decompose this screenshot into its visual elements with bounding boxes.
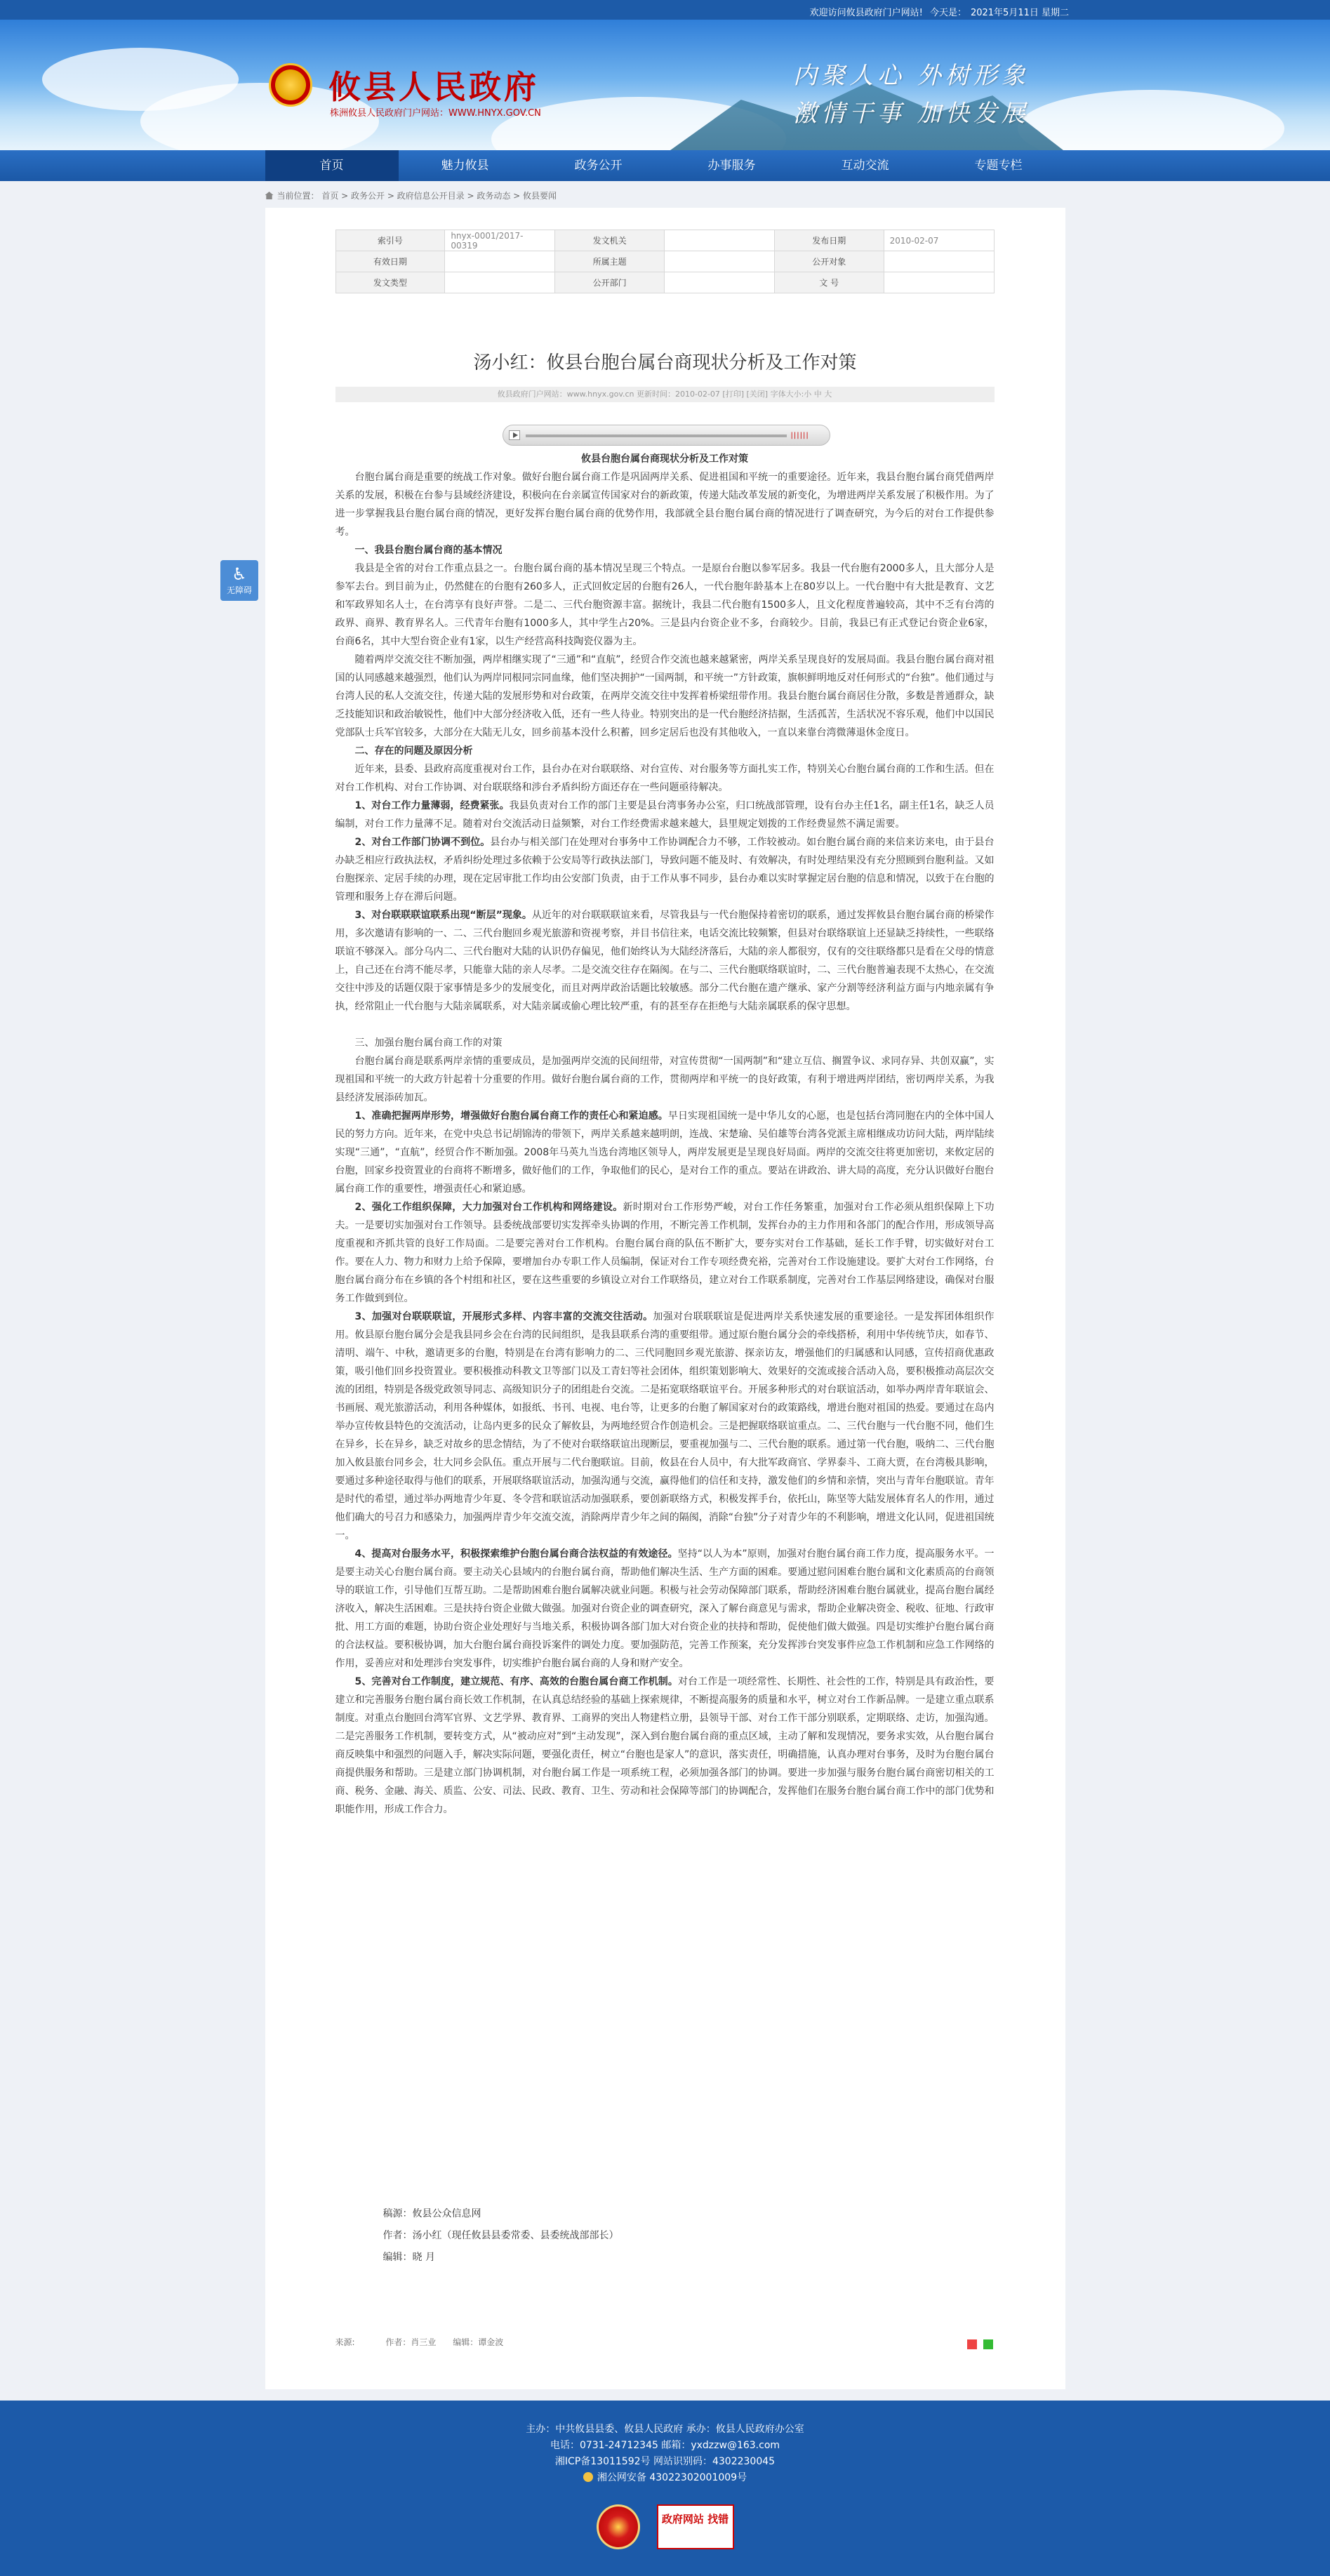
nav-home[interactable]: 首页 (265, 150, 399, 181)
nav-gov-affairs[interactable]: 政务公开 (574, 159, 623, 173)
meta-value (665, 272, 775, 293)
article-paragraph (335, 833, 995, 906)
paragraph-text: 加强对台联联联谊是促进两岸关系快速发展的重要途径。一是发挥团体组织作用。攸县原台胞台属分会是我县同乡会在台湾的民间组织，是我县联系台湾的重要组带。通过原台胞台属分会的牵线搭桥，利用中华传统节庆，如春节、清明、端午、中秋，邀请更多的台胞，特别是在台湾有影响力的二、三代同胞回乡观光旅游、探亲访友，增强他们的归属感和认同感，宣传招商优惠政策，吸引他们回乡投资置业。要积极推动科教文卫等部门以及工青妇等社会团体，组织策划影响大、效果好的交流或接合活动入岛，要积极推动高层次交流的团组，特别是各级党政领导同志、高级知识分子的团组赴台交流。二是拓宽联络联谊平台。开展多种形式的对台联谊活动，如举办两岸青年联谊会、书画展、观光旅游活动，利用各种媒体，如报纸、书刊、电视、电台等，让更多的台胞了解国家对台的政策路线，增进台胞对祖国的热爱。要通过在岛内举办宣传攸县特色的交流活动，让岛内更多的民众了解攸县，为两地经贸合作创造机会。三是把握联络联谊重点。二、三代台胞与一代台胞不同，他们生在异乡，长在异乡，缺乏对故乡的思念情结，为了不使对台联络联谊出现断层，要重视加强与二、三代台胞的联系。通过第一代台胞，吸纳二、三代台胞加入攸县旅台同乡会，壮大同乡会队伍。重点开展与二代台胞联谊。目前，攸县在台人员中，有大批军政商官、学界泰斗、工商大贾，在台湾极具影响，要通过多种途径取得与他们的联系，开展联络联谊活动，加强沟通与交流，赢得他们的信任和支持，激发他们的乡情和亲情，突出与青年台胞联谊。青年是时代的希望，通过举办两地青少年夏、冬令营和联谊活动加强联系，要创新联络方式，积极发挥手台，依托山，陈坚等大陆发展体育名人的作用，通过他们确大的号召力和感染力，加强两岸青少年交流交流，消除两岸青少年之间的隔阂，消除“台独”分子对青少年的不利影响，增进文化认同，促进祖国统一。 (335, 1311, 995, 1541)
nav-services[interactable]: 办事服务 (707, 159, 756, 173)
paragraph-subheading: 对台工作部门协调不到位。 (371, 837, 491, 848)
editor-label: 编辑：谭金波 (453, 2337, 504, 2347)
accessibility-button[interactable] (220, 560, 258, 601)
meta-value (445, 251, 555, 272)
breadcrumb (265, 181, 1065, 208)
paragraph-subheading: 完善对台工作制度，建立规范、有序、高效的台胞台属台商工作机制。 (371, 1676, 678, 1687)
article-paragraph: 我县是全省的对台工作重点县之一。台胞台属台商的基本情况呈现三个特点。一是原台台胞以参军居多。我县一代台胞有2000多人，且大部分人是参军去台。到目前为止，仍然健在的台胞有260多人，正式回攸定居的台胞有26人，一代台胞年龄基本上在80岁以上。一代台胞中有大批是教育、文艺和军政界知名人士，在台湾享有良好声誉。二是二、三代台胞资源丰富。据统计，我县二代台胞有1500多人，且文化程度普遍较高，其中不乏有台湾的政界、商界、教育界名人。三代青年台胞有1000多人，其中学生占20%。三是县内台资企业不多，台商较少。目前，我县已有正式登记台资企业6家，台商6名，其中大型台资企业有1家，以生产经营高科技陶瓷仪器为主。 (335, 563, 995, 647)
meta-key: 文 号 (774, 272, 884, 293)
header-banner (0, 20, 1330, 150)
meta-key: 公开部门 (555, 272, 665, 293)
footer-sponsor: 主办：中共攸县县委、攸县人民政府 承办：攸县人民政府办公室 (526, 2424, 804, 2435)
paragraph-text: 对台工作是一项经常性、长期性、社会性的工作，特别是具有政治性，要建立和完善服务台胞台属台商长效工作机制，在认真总结经验的基础上探索规律，不断提高服务的质量和水平，树立对台工作新品牌。一是建立重点联系制度。对重点台胞回台湾军官界、文艺学界、教育界、工商界的突出人物建档立册，县领导干部、对台工作干部分别联系，定期联络、走访，加强沟通。二是完善服务工作机制，要转变方式，从“被动应对”到“主动发现”，深入到台胞台属台商的重点区域，主动了解和发现情况，要务求实效，从台胞台属台商反映集中和强烈的问题入手，解决实际问题，要强化责任，树立“台胞也是家人”的意识，落实责任，明确措施，认真办理对台事务，及时为台胞台属台商提供服务和帮助。三是建立部门协调机制，对台胞台属工作是一项系统工程，必须加强各部门的协调。要进一步加强与服务台胞台属台商密切相关的工商、税务、金融、海关、质监、公安、司法、民政、教育、卫生、劳动和社会保障等部门的协调配合，发挥他们在服务台胞台属台商工作中的部门优势和职能作用，形成工作合力。 (335, 1676, 995, 1815)
article-paragraph (335, 1107, 995, 1198)
article-paragraph (335, 797, 995, 833)
current-date: 2021年5月11日 星期二 (970, 8, 1069, 18)
welcome-text: 欢迎访问攸县政府门户网站! (809, 8, 923, 18)
slogan-line-2: 激情干事 加快发展 (793, 100, 1030, 128)
footer-icp[interactable]: 湘ICP备13011592号 网站识别码：4302230045 (554, 2456, 776, 2467)
article-footline (335, 2336, 504, 2348)
paragraph-lead: 1、 (354, 1110, 372, 1122)
meta-value (665, 230, 775, 251)
meta-value: hnyx-0001/2017-00319 (445, 230, 555, 251)
meta-value (884, 251, 994, 272)
article-paragraph: 台胞台属台商是重要的统战工作对象。做好台胞台属台商工作是巩固两岸关系、促进祖国和平统一的重要途径。近年来，我县台胞台属台商凭借两岸关系的发展，积极在台参与县域经济建设，积极向在台亲属宣传国家对台的新政策，传递大陆改革发展的新变化，为增进两岸关系发展了积极作用。为了进一步掌握我县台胞台属台商的情况，更好发挥台胞台属台商的优势作用，我部就全县台胞台属台商的情况进行了调查研究，为今后的对台工作提供参考。 (335, 472, 995, 538)
paragraph-lead: 4、 (354, 1548, 372, 1560)
article-info-bar[interactable]: 攸县政府门户网站：www.hnyx.gov.cn 更新时间：2010-02-07 [打印] [关闭] 字体大小:小 中 大 (335, 387, 995, 402)
paragraph-subheading: 准确把握两岸形势，增强做好台胞台属台商工作的责任心和紧迫感。 (371, 1110, 668, 1122)
article-paragraph (335, 1545, 995, 1673)
paragraph-lead: 3、 (354, 1311, 372, 1322)
paragraph-text: 县台办与相关部门在处理对台事务中工作协调配合力不够，工作较被动。如台胞台属台商的来信来访来电，由于县台办缺乏相应行政执法权，矛盾纠纷处理过多依赖于公安局等行政执法部门，导致问题不能及时、有效解决，有时处理结果没有充分照顾到台胞利益。又如台胞探亲、定居手续的办理，现在定居审批工作均由公安部门负责，由于工作从事不同步，县台办难以实时掌握定居台胞的信息和情况，以致于在台胞的管理和服务上存在滞后问题。 (335, 837, 995, 903)
meta-key: 有效日期 (335, 251, 445, 272)
author-label: 作者：肖三业 (385, 2337, 437, 2347)
author-line: 作者：汤小红（现任攸县县委常委、县委统战部部长） (383, 2230, 619, 2241)
footer-contact: 电话：0731-24712345 邮箱：yxdzzw@163.com (550, 2440, 780, 2451)
gov-site-error-badge[interactable]: 政府网站 找错 (657, 2504, 734, 2549)
breadcrumb-text[interactable]: 当前位置： 首页 > 政务公开 > 政府信息公开目录 > 政务动态 > 攸县要闻 (277, 191, 557, 201)
paragraph-lead: 2、 (354, 837, 372, 848)
paragraph-subheading: 提高对台服务水平，积极探索维护台胞台属台商合法权益的有效途径。 (371, 1548, 678, 1560)
weibo-share-icon[interactable] (967, 2339, 977, 2349)
article-paragraph: 随着两岸交流交往不断加强，两岸相继实现了“三通”和“直航”，经贸合作交流也越来越紧密，两岸关系呈现良好的发展局面。我县台胞台属台商对祖国的认同感越来越强烈，他们认为两岸同根同宗同血缘，他们坚决拥护“一国两制，和平统一”方针政策，旗帜鲜明地反对任何形式的“台独”。他们通过与台湾人民的私人交流交往，传递大陆的发展形势和对台政策，在两岸交流交往中发挥着桥梁纽带作用。我县台胞台属台商居住分散，多数是普通群众，缺乏技能知识和政治敏锐性，他们中大部分经济收入低，还有一些人待业。特别突出的是一代台胞经济拮据，生活孤苦，生活状况不容乐观，他们中以国民党部队士兵军官较多，大部分在大陆无儿女，回乡前基本没什么积蓄，回乡定居后也没有其他收入，一直以来靠台湾微薄退休金度日。 (335, 654, 995, 738)
party-gov-badge-icon[interactable] (597, 2504, 640, 2549)
paragraph-subheading: 强化工作组织保障，大力加强对台工作机构和网络建设。 (371, 1202, 623, 1213)
meta-value: 2010-02-07 (884, 230, 994, 251)
paragraph-lead: 5、 (354, 1676, 372, 1687)
article-paragraph (335, 906, 995, 1016)
meta-key: 索引号 (335, 230, 445, 251)
paragraph-text: 坚持“以人为本”原则，加强对台胞台属台商工作力度，提高服务水平。一是要主动关心台胞台属台商。要主动关心县域内的台胞台属台商，帮助他们解决生活、生产方面的困难。要通过慰问困难台胞台属和文化素质高的台商领导的联谊工作，引导他们互帮互助。二是帮助困难台胞台属解决就业问题。积极与社会劳动保障部门联系，帮助经济困难台胞台属就业，提高台胞台属经济收入，解决生活困难。三是扶持台资企业做大做强。加强对台资企业的调查研究，深入了解台商意见与需求，帮助企业解决资金、税收、征地、行政审批、用工方面的难题，协助台资企业处理好与当地关系，积极协调各部门加大对台资企业的扶持和帮助，促使他们做大做强。四是切实维护台胞台属台商的合法权益。要积极协调，加大台胞台属台商投诉案件的调处力度。要加强防范，完善工作预案，充分发挥涉台突发事件应急工作机制和应急工作网络的作用，妥善应对和处理涉台突发事件，切实维护台胞台属台商的人身和财产安全。 (335, 1548, 995, 1669)
meta-value (884, 272, 994, 293)
paragraph-subheading: 加强对台联联联谊，开展形式多样、内容丰富的交流交往活动。 (371, 1311, 653, 1322)
meta-value (665, 251, 775, 272)
article-paragraph: 台胞台属台商是联系两岸亲情的重要成员，是加强两岸交流的民间纽带，对宣传贯彻“一国两制”和“建立互信、搁置争议、求同存异、共创双赢”，实现祖国和平统一的大政方针起着十分重要的作用。做好台胞台属台商的工作，贯彻两岸和平统一的良好政策，有利于增进两岸团结，密切两岸关系，为我县经济发展添砖加瓦。 (335, 1056, 995, 1103)
slogan-line-1: 内聚人心 外树形象 (793, 62, 1030, 90)
police-badge-icon (583, 2472, 593, 2482)
national-emblem-icon (269, 63, 312, 107)
top-bar (0, 0, 1330, 20)
today-label: 今天是： (929, 8, 966, 18)
article-paragraph: 一、我县台胞台属台商的基本情况 (354, 545, 503, 556)
content-panel (265, 208, 1065, 2389)
editor-line: 编辑：晓 月 (383, 2252, 435, 2263)
article-paragraph: 近年来，县委、县政府高度重视对台工作，县台办在对台联联络、对台宣传、对台服务等方面扎实工作，特别关心台胞台属台商的工作和生活。但在对台工作机构、对台工作协调、对台联联络和涉台矛盾纠纷方面还存在一些问题亟待解决。 (335, 764, 995, 793)
site-subtitle: 株洲攸县人民政府门户网站：WWW.HNYX.GOV.CN (330, 108, 541, 119)
progress-track[interactable] (526, 434, 787, 437)
paragraph-text: 我县负责对台工作的部门主要是县台湾事务办公室，归口统战部管理，设有台办主任1名，副主任1名，缺乏人员编制，对台工作力量薄不足。随着对台交流活动日益频繁，对台工作经费需求越来越大，县里规定划拨的工作经费显然不满足需要。 (335, 800, 995, 830)
article-heading: 攸县台胞台属台商现状分析及工作对策 (581, 453, 748, 465)
main-nav (0, 150, 1330, 181)
share-buttons (964, 2339, 993, 2352)
volume-icon[interactable]: |||||| (790, 432, 809, 439)
nav-interaction[interactable]: 互动交流 (841, 159, 889, 173)
article-paragraph (335, 1308, 995, 1545)
meta-key: 公开对象 (774, 251, 884, 272)
article-title: 汤小红：攸县台胞台属台商现状分析及工作对策 (473, 352, 857, 373)
source-line: 稿源：攸县公众信息网 (383, 2208, 481, 2219)
source-label: 来源: (335, 2337, 355, 2347)
wechat-share-icon[interactable] (983, 2339, 993, 2349)
play-icon[interactable] (509, 430, 520, 440)
document-meta-table (335, 230, 995, 293)
wheelchair-icon: ♿ (232, 564, 247, 584)
accessibility-label: 无障碍 (226, 585, 252, 595)
article-body (335, 450, 995, 1819)
meta-value (445, 272, 555, 293)
footer-police[interactable]: 湘公网安备 43022302001009号 (597, 2472, 747, 2483)
meta-key: 发布日期 (774, 230, 884, 251)
paragraph-text: 新时期对台工作形势严峻，对台工作任务繁重，加强对台工作必须从组织保障上下功夫。一是要切实加强对台工作领导。县委统战部要切实发挥牵头协调的作用，不断完善工作机制，发挥台办的主力作用和各部门的配合作用，形成领导高度重视和齐抓共管的良好工作局面。二是要完善对台工作机构。台胞台属台商的队伍不断扩大，要夯实对台工作基础，延长工作手臂，切实做好对台工作。要在人力、物力和财力上给予保障，要增加台办专职工作人员编制，保证对台工作专项经费充裕，完善对台工作设施建设。要扩大对台工作网络，台胞台属台商分布在乡镇的各个村组和社区，要在这些重要的乡镇设立对台工作联络员，建立对台工作联系制度，完善对台工作基层网络建设，确保对台服务工作做到到位。 (335, 1202, 995, 1304)
nav-charm[interactable]: 魅力攸县 (441, 159, 489, 173)
paragraph-text: 早日实现祖国统一是中华儿女的心愿，也是包括台湾同胞在内的全体中国人民的努力方向。近年来，在党中央总书记胡锦涛的带领下，两岸关系越来越明朗，连战、宋楚瑜、吴伯雄等台湾各党派主席相继成功访问大陆，两岸陆续实现“三通”，“直航”，经贸合作不断加强。2008年马英九当选台湾地区领导人，两岸发展更是呈现良好局面。两岸的交流交往将更加密切，来攸定居的台胞，回家乡投资置业的台商将不断增多，做好他们的工作，争取他们的民心，是对台工作的重点。要站在讲政治、讲大局的高度，充分认识做好台胞台属台商工作的重要性，增强责任心和紧迫感。 (335, 1110, 995, 1195)
paragraph-lead: 1、 (354, 800, 372, 811)
paragraph-lead: 3、 (354, 910, 372, 921)
meta-key: 所属主题 (555, 251, 665, 272)
article-paragraph (335, 1673, 995, 1819)
paragraph-subheading: 对台联联联谊联系出现“断层”现象。 (371, 910, 532, 921)
nav-special[interactable]: 专题专栏 (974, 159, 1023, 173)
paragraph-text: 从近年的对台联联联谊来看，尽管我县与一代台胞保持着密切的联系，通过发挥攸县台胞台属台商的桥梁作用，多次邀请有影响的一、二、三代台胞回乡观光旅游和资视考察，并目书信往来，电话交流比较频繁，但县对台联络联谊上还显缺乏持续性，一些联络联谊不够深入。部分乌内二、三代台胞对大陆的认识仍存偏见，他们始终认为大陆经济落后，大陆的亲人都很穷，仅有的交往联络都只是看在父母的情意上，自己还在台湾不能尽孝，只能靠大陆的亲人尽孝。二是交流交往存在隔阂。在与二、三代台胞联络联谊时，二、三代台胞普遍表现不太热心，在交流交往中涉及的话题仅限于家事情是多少的发展变化，而且对两岸政治话题比较敏感。部分二代台胞在遗产继承、家产分割等经济利益方面与内地亲属有争执，经常阻止一代台胞与大陆亲属联系，对大陆亲属或偷心理比较严重，有的甚至存在拒绝与大陆亲属联系的保守思想。 (335, 910, 995, 1012)
paragraph-subheading: 对台工作力量薄弱，经费紧张。 (371, 800, 510, 811)
site-title[interactable]: 攸县人民政府 (328, 68, 539, 106)
meta-key: 发文机关 (555, 230, 665, 251)
audio-player[interactable] (503, 425, 830, 446)
article-paragraph (335, 1198, 995, 1308)
home-icon (265, 192, 274, 199)
article-signature (383, 2203, 619, 2269)
meta-key: 发文类型 (335, 272, 445, 293)
article-paragraph: 三、加强台胞台属台商工作的对策 (354, 1037, 503, 1049)
paragraph-lead: 2、 (354, 1202, 372, 1213)
site-footer (0, 2401, 1330, 2576)
article-paragraph: 二、存在的问题及原因分析 (354, 745, 473, 757)
